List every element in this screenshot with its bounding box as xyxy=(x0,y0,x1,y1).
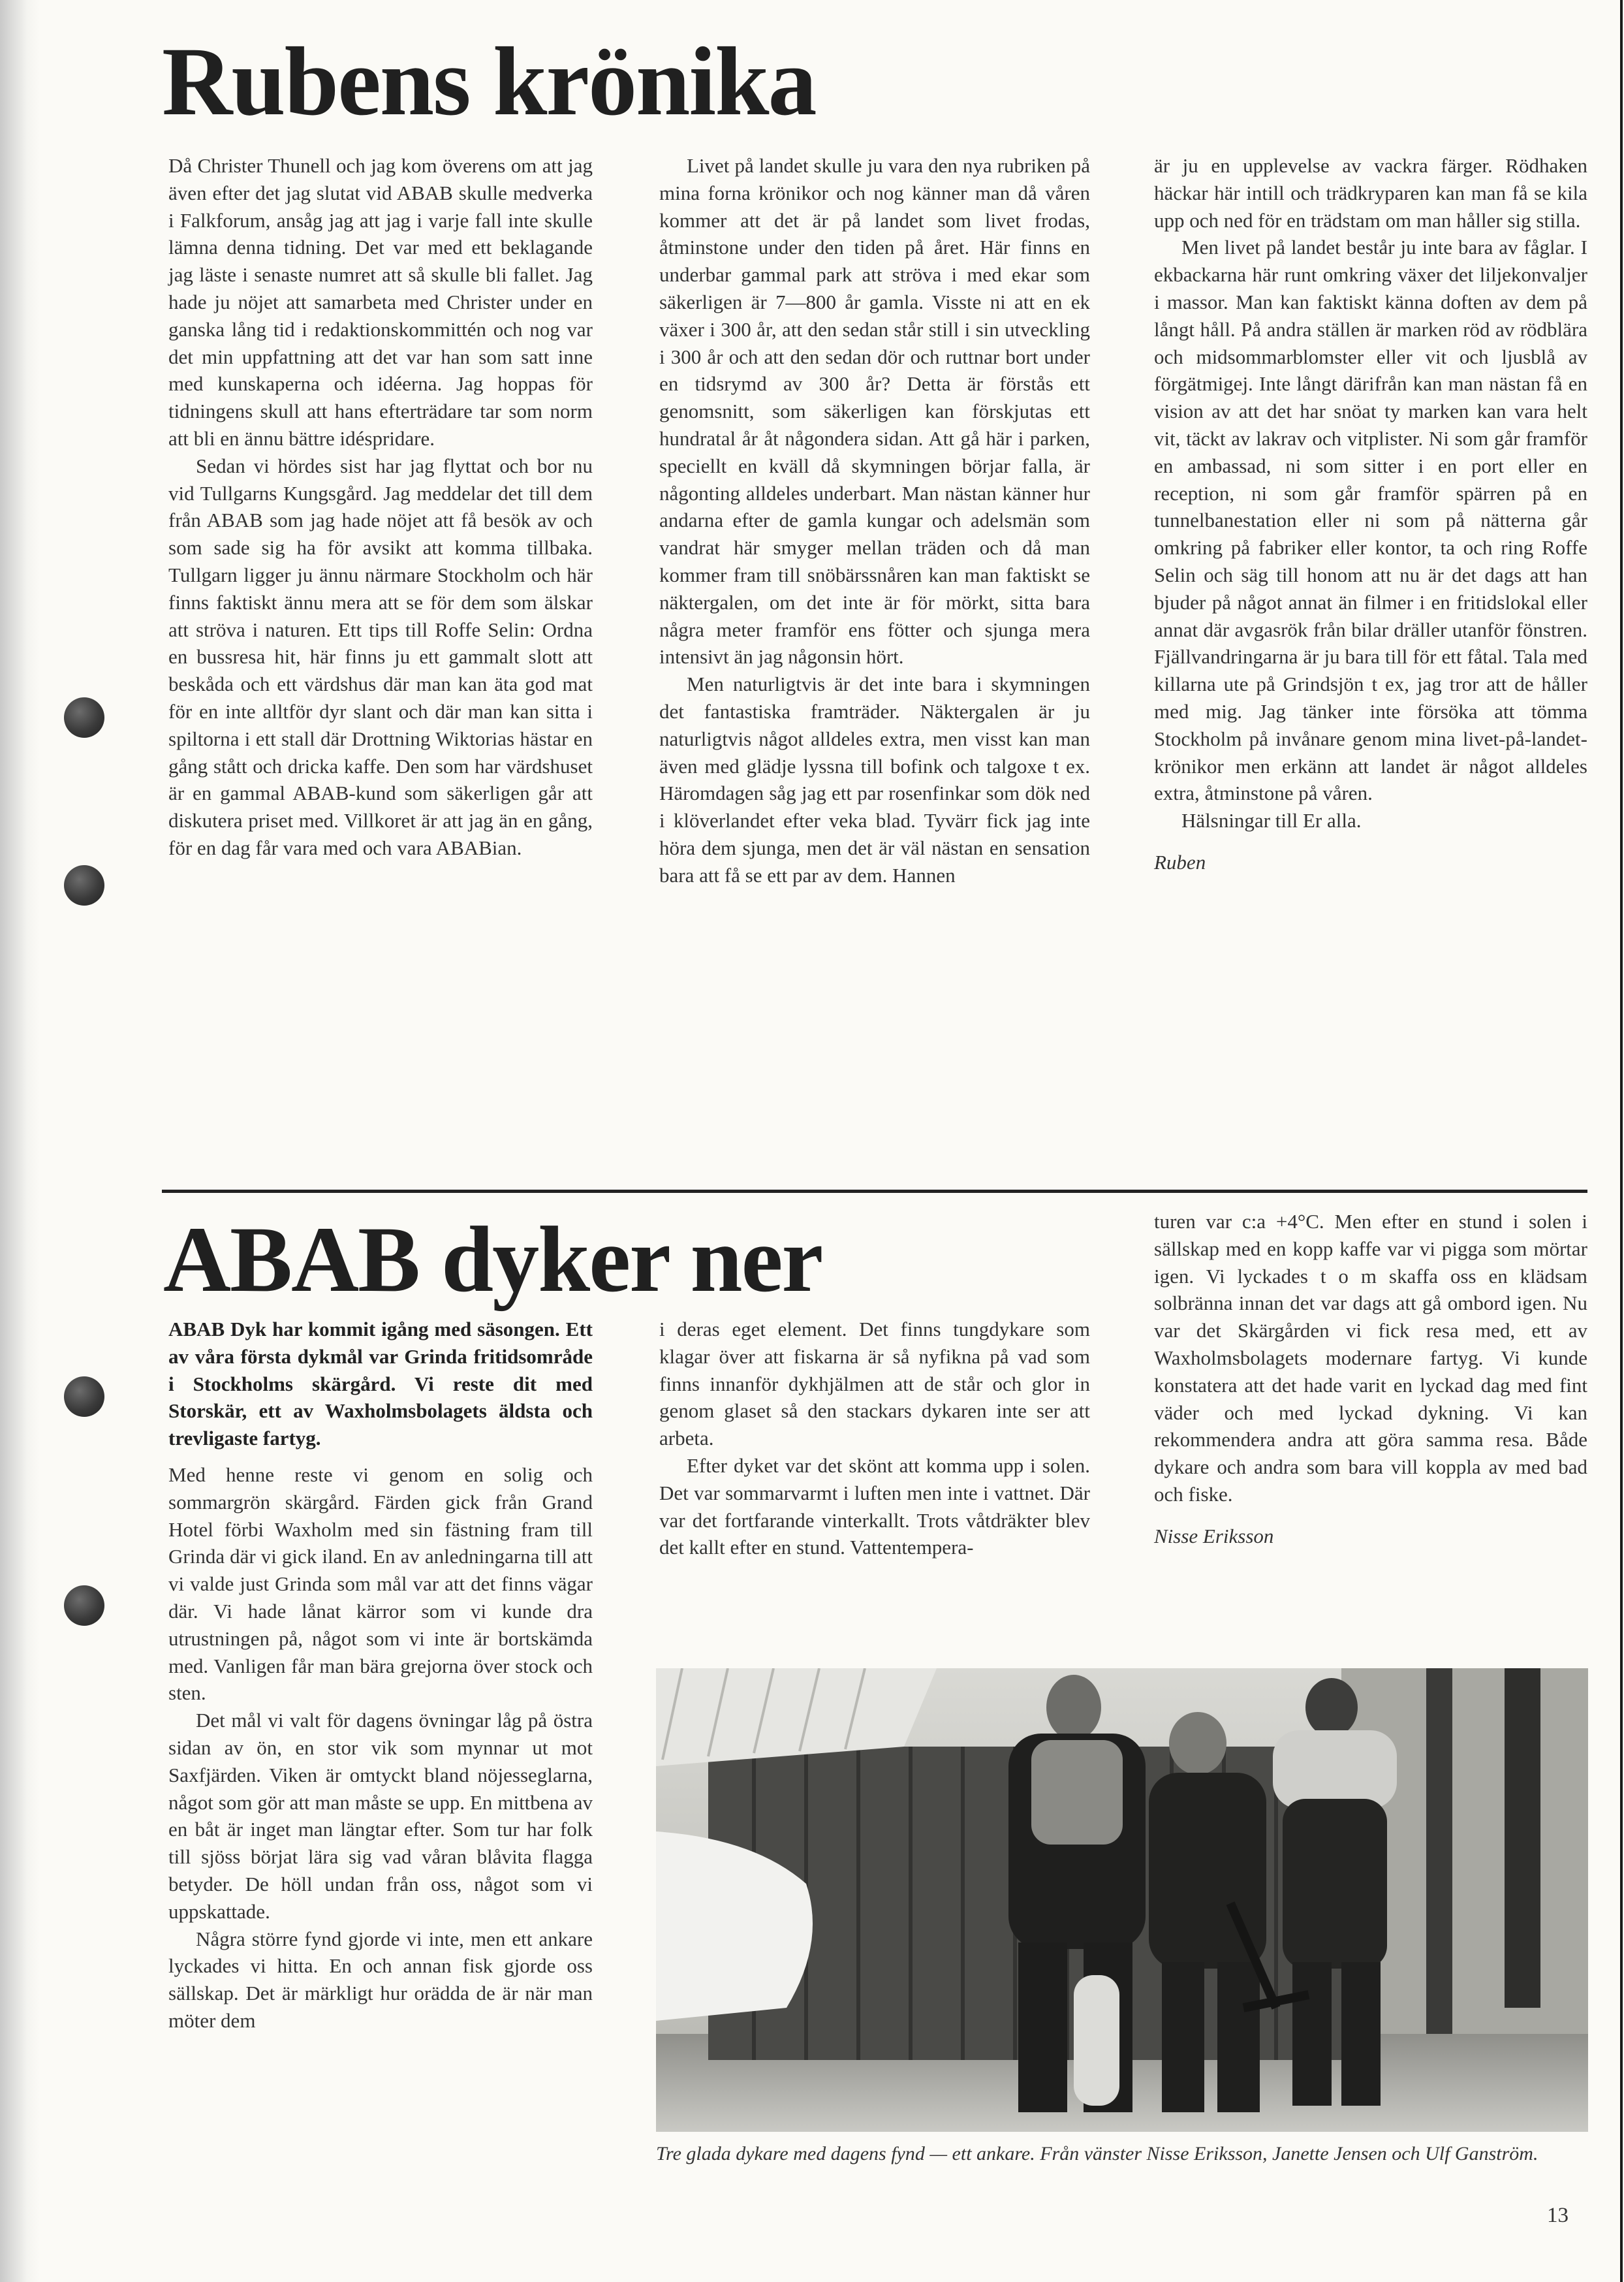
article2-signature: Nisse Eriksson xyxy=(1154,1524,1274,1547)
paragraph: Hälsningar till Er alla. xyxy=(1181,809,1362,832)
paragraph: Några större fynd gjorde vi inte, men ett ankare lyckades vi hitta. En och annan fisk gjorde oss sällskap. Det är märkligt hur orädda de är när man möter dem xyxy=(168,1927,593,2032)
article2-lead: ABAB Dyk har kommit igång med säsongen. Ett av våra första dykmål var Grinda fritidsområde i Stockholms skärgård. Vi reste dit med Storskär, ett av Waxholmsbolagets äldsta och trevligaste fartyg. xyxy=(168,1318,593,1450)
paragraph: turen var c:a +4°C. Men efter en stund i solen i sällskap med en kopp kaffe var vi pigga som mörtar igen. Vi lyckades t o m skaffa oss en klädsam solbränna innan det var dags att gå ombord igen. Nu var det Skärgården vi fick resa med, ett av Waxholmsbolagets modernare fartyg. Vi kunde konstatera att det hade varit en lyckad dag med fint väder och med lyckad dykning. Vi kan rekommendera andra att göra samma resa. Både dykare och andra som bara vill koppla av med bad och fiske. xyxy=(1154,1210,1587,1506)
binder-hole-4 xyxy=(64,1585,104,1626)
binder-hole-2 xyxy=(64,865,104,906)
page-number: 13 xyxy=(1547,2204,1569,2227)
article1-signature: Ruben xyxy=(1154,850,1206,874)
binder-hole-3 xyxy=(64,1376,104,1417)
paragraph: Livet på landet skulle ju vara den nya rubriken på mina forna krönikor och nog känner man då våren kommer att det är på landet som livet frodas, åtminstone under den tiden på året. Här finns en underbar gammal park att ströva i med ekar som säkerligen är 7—800 år gamla. Visste ni att en ek växer i 300 år, att den sedan står still i sin utveckling i 300 år och att den sedan dör och ruttnar bort under en tidsrymd av 300 år? Detta är förstås ett genomsnitt, som säkerligen kan förskjutas ett hundratal år åt någondera sidan. Att gå här i parken, speciellt en kväll då skymningen börjar falla, är någonting alldeles underbart. Man nästan känner hur andarna efter de gamla kungar och adelsmän som vandrat här smyger mellan träden och då man kommer fram till snöbärssnåren kan man faktiskt se näktergalen, om det inte är för mörkt, sitta bara några meter framför ens fötter och sjunga mera intensivt än jag någonsin hört. xyxy=(659,154,1090,669)
page-edge xyxy=(1620,0,1623,2282)
paragraph: Det mål vi valt för dagens övningar låg på östra sidan av ön, en stor vik som mynnar ut mot Saxfjärden. Viken är omtyckt bland nöjesseglarna, något som gör att man måste se upp. En mittbena av en båt är inget man längtar efter. Som tur har folk till sjöss börjat lära sig vad våran blåvita flagga betyder. De höll undan från oss, något som vi uppskattade. xyxy=(168,1709,593,1923)
page-binding-shadow xyxy=(0,0,39,2282)
paragraph: är ju en upplevelse av vackra färger. Rödhaken häckar här intill och trädkryparen kan man få se kila upp och ned för en trädstam om man håller sig stilla. xyxy=(1154,154,1587,232)
article1-title: Rubens krönika xyxy=(162,27,816,136)
paragraph: Då Christer Thunell och jag kom överens om att jag även efter det jag slutat vid ABAB skulle medverka i Falkforum, ansåg jag att jag i varje fall inte skulle lämna denna tidning. Det var med ett beklagande jag läste i senaste numret att så skulle bli fallet. Jag hade ju nöjet att samarbeta med Christer under en ganska lång tid i redaktionskommittén och nog var det min uppfattning att det var han som satt inne med kunskaperna och idéerna. Jag hoppas för tidningens skull att hans efterträdare tar som norm att bli en ännu bättre idéspridare. xyxy=(168,154,593,450)
binder-hole-1 xyxy=(64,697,104,738)
section-divider xyxy=(162,1190,1587,1193)
paragraph: i deras eget element. Det finns tungdykare som klagar över att fiskarna är så nyfikna på vad som finns innanför dykhjälmen att de står och glor in genom glaset så den stackars dykaren inte ser att arbeta. xyxy=(659,1318,1090,1450)
article2-column-2 xyxy=(659,1316,1090,1561)
article2-title: ABAB dyker ner xyxy=(163,1208,822,1312)
divers-photo xyxy=(656,1668,1588,2132)
article2-column-3 xyxy=(1154,1208,1587,1550)
article1-column-1 xyxy=(168,152,593,862)
article2-column-1 xyxy=(168,1316,593,2035)
paragraph: Sedan vi hördes sist har jag flyttat och bor nu vid Tullgarns Kungsgård. Jag meddelar det till dem från ABAB som jag hade nöjet att få besök av och som sade sig ha för avsikt att komma tillbaka. Tullgarn ligger ju ännu närmare Stockholm och här finns faktiskt ännu mera att se för dem som älskar att ströva i naturen. Ett tips till Roffe Selin: Ordna en bussresa hit, här finns ju ett gammalt slott att beskåda och ett värdshus där man kan äta god mat för en inte alltför dyr slant och där man kan sitta i spiltorna i ett stall där Drottning Wiktorias hästar en gång stått och dricka kaffe. Den som har värdshuset är en gammal ABAB-kund som säkerligen går att diskutera priset med. Villkoret är att jag än en gång, för en dag får vara med och vara ABABian. xyxy=(168,454,593,859)
article1-column-3 xyxy=(1154,152,1587,876)
photo-caption: Tre glada dykare med dagens fynd — ett ankare. Från vänster Nisse Eriksson, Janette Jensen och Ulf Ganström. xyxy=(656,2143,1538,2164)
article1-column-2 xyxy=(659,152,1090,889)
paragraph: Med henne reste vi genom en solig och sommargrön skärgård. Färden gick från Grand Hotel förbi Waxholm med sin fästning fram till Grinda där vi gick iland. En av anledningarna till att vi valde just Grinda som mål var att det finns vägar där. Vi hade lånat kärror som vi kunde dra utrustningen på, något som vi inte är bortskämda med. Vanligen får man bära grejorna över stock och sten. xyxy=(168,1463,593,1705)
paragraph: Men livet på landet består ju inte bara av fåglar. I ekbackarna här runt omkring växer det liljekonvaljer i massor. Man kan faktiskt känna doften av dem på långt håll. På andra ställen är marken röd av rödblära och midsommarblomster eller vit och ljusblå av förgätmigej. Inte långt därifrån kan man nästan få en vision av att det har snöat ty marken kan vara helt vit, täckt av lakrav och vitplister. Ni som går framför en ambassad, ni som sitter i en port eller en reception, ni som går framför spärren på en tunnelbanestation eller ni som på nätterna går omkring på fabriker eller kontor, ta och ring Roffe Selin och säg till honom att nu är det dags att han bjuder på något annat än filmer i en fritidslokal eller annat där avgasrök från bilar dräller utanför fönstren. Fjällvandringarna är ju bara till för ett fåtal. Tala med killarna ute på Grindsjön t ex, jag tror att de håller med mig. Jag tänker inte försöka att tömma Stockholm på invånare genom mina livet-på-landet-krönikor men erkänn att landet är något alldeles extra, åtminstone på våren. xyxy=(1154,236,1587,805)
paragraph: Men naturligtvis är det inte bara i skymningen det fantastiska framträder. Näktergalen är ju naturligtvis något alldeles extra, men visst kan man även med glädje lyssna till bofink och talgoxe t ex. Häromdagen såg jag ett par rosenfinkar som dök ned i klöverlandet efter veka blad. Tyvärr fick jag inte höra dem sjunga, men det är väl nästan en sensation bara att få se ett par av dem. Hannen xyxy=(659,673,1090,887)
paragraph: Efter dyket var det skönt att komma upp i solen. Det var sommarvarmt i luften men inte i vattnet. Där var det fortfarande vinterkallt. Trots våtdräkter blev det kallt efter en stund. Vattentempera- xyxy=(659,1453,1090,1559)
